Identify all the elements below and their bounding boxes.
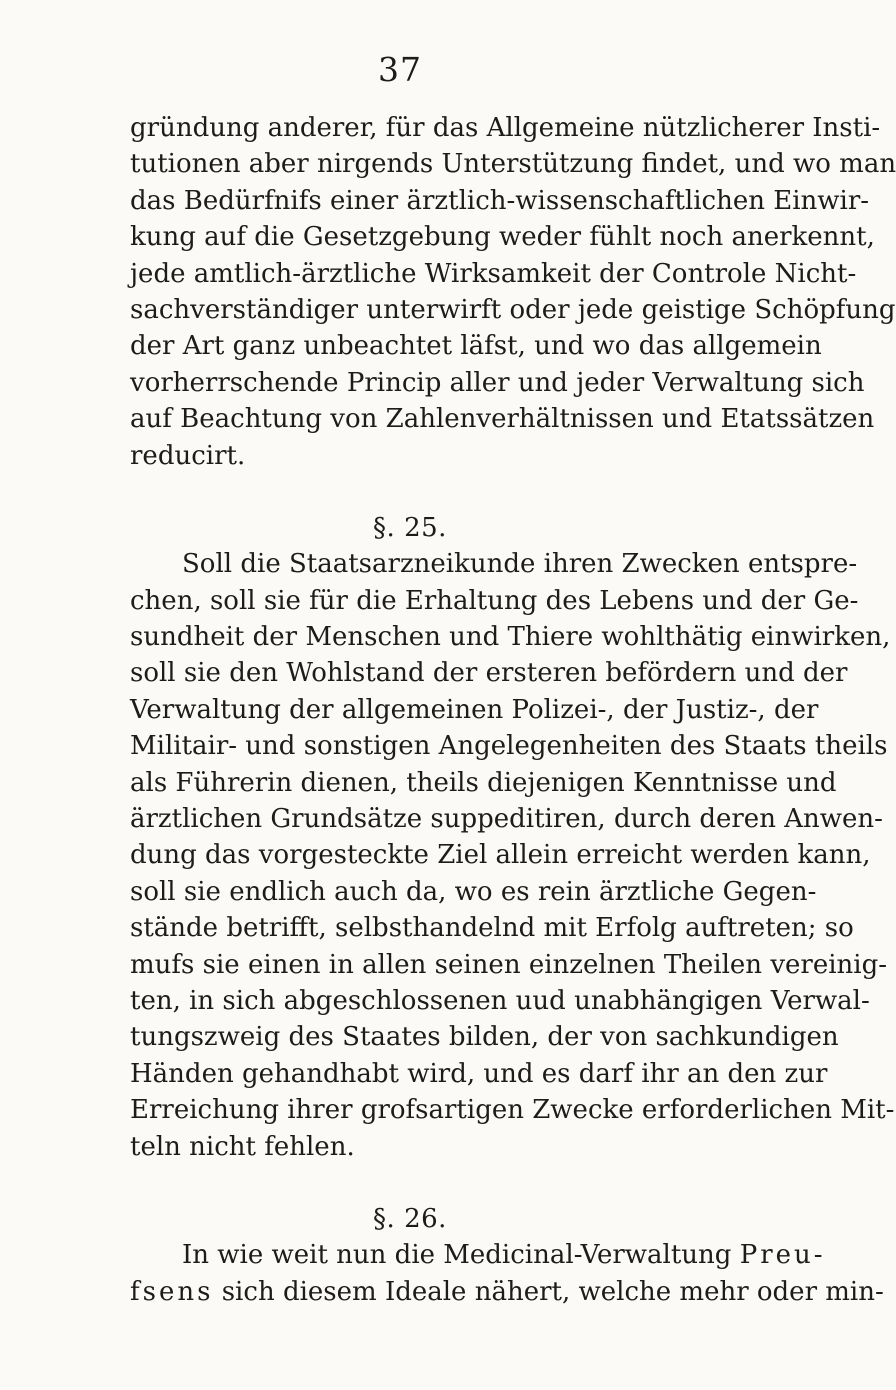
page-number: 37 [378, 50, 422, 89]
text-line [130, 1274, 884, 1310]
text-line: gründung anderer, für das Allgemeine nützlicherer Insti- [130, 113, 881, 143]
text-line: soll sie den Wohlstand der ersteren befördern und der [130, 658, 848, 689]
text-line: chen, soll sie für die Erhaltung des Lebens und der Ge- [130, 585, 859, 616]
text-segment: sich diesem Ideale nähert, welche mehr oder min- [221, 1276, 884, 1307]
text-line: Militair- und sonstigen Angelegenheiten des Staats theils [130, 731, 888, 762]
text-line: stände betrifft, selbsthandelnd mit Erfolg auftreten; so [130, 913, 854, 944]
text-line: tutionen aber nirgends Unterstützung findet, und wo man [130, 149, 896, 180]
paragraph-intro [130, 110, 896, 474]
text-line: Verwaltung der allgemeinen Polizei-, der Justiz-, der [130, 694, 819, 725]
paragraph-section-26 [130, 1237, 884, 1310]
text-line: tungszweig des Staates bilden, der von sachkundigen [130, 1022, 839, 1053]
text-line: sundheit der Menschen und Thiere wohlthätig einwirken, [130, 622, 891, 653]
text-line: Soll die Staatsarzneikunde ihren Zwecken entspre- [182, 549, 858, 580]
text-line: als Führerin dienen, theils diejenigen Kenntnisse und [130, 767, 837, 798]
spaced-word: fsens [130, 1276, 214, 1307]
text-line: ärztlichen Grundsätze suppeditiren, durch deren Anwen- [130, 804, 883, 835]
text-line: reducirt. [130, 440, 246, 471]
text-line: sachverständiger unterwirft oder jede geistige Schöpfung [130, 294, 896, 325]
text-line: dung das vorgesteckte Ziel allein erreicht werden kann, [130, 840, 871, 871]
text-line: soll sie endlich auch da, wo es rein ärztliche Gegen- [130, 876, 817, 907]
text-line: ten, in sich abgeschlossenen uud unabhängigen Verwal- [130, 985, 870, 1016]
section-heading-26: §. 26. [373, 1203, 447, 1234]
section-heading-25: §. 25. [373, 512, 447, 543]
body-text [130, 110, 896, 1310]
text-line: auf Beachtung von Zahlenverhältnissen und Etatssätzen [130, 404, 875, 435]
text-line: mufs sie einen in allen seinen einzelnen Theilen vereinig- [130, 949, 888, 980]
text-segment: In wie weit nun die Medicinal-Verwaltung [182, 1240, 732, 1271]
text-line: der Art ganz unbeachtet läfst, und wo das allgemein [130, 331, 822, 362]
text-line: Erreichung ihrer grofsartigen Zwecke erforderlichen Mit- [130, 1095, 895, 1126]
text-line: teln nicht fehlen. [130, 1131, 355, 1162]
text-line: kung auf die Gesetzgebung weder fühlt noch anerkennt, [130, 222, 875, 253]
text-line: jede amtlich-ärztliche Wirksamkeit der Controle Nicht- [130, 258, 857, 289]
text-line: das Bedürfnifs einer ärztlich-wissenschaftlichen Einwir- [130, 185, 870, 216]
text-line: vorherrschende Princip aller und jeder Verwaltung sich [130, 367, 865, 398]
text-line: Händen gehandhabt wird, und es darf ihr an den zur [130, 1058, 828, 1089]
spaced-word: Preu- [739, 1240, 826, 1271]
paragraph-section-25 [130, 546, 895, 1165]
text-line [130, 1237, 826, 1273]
